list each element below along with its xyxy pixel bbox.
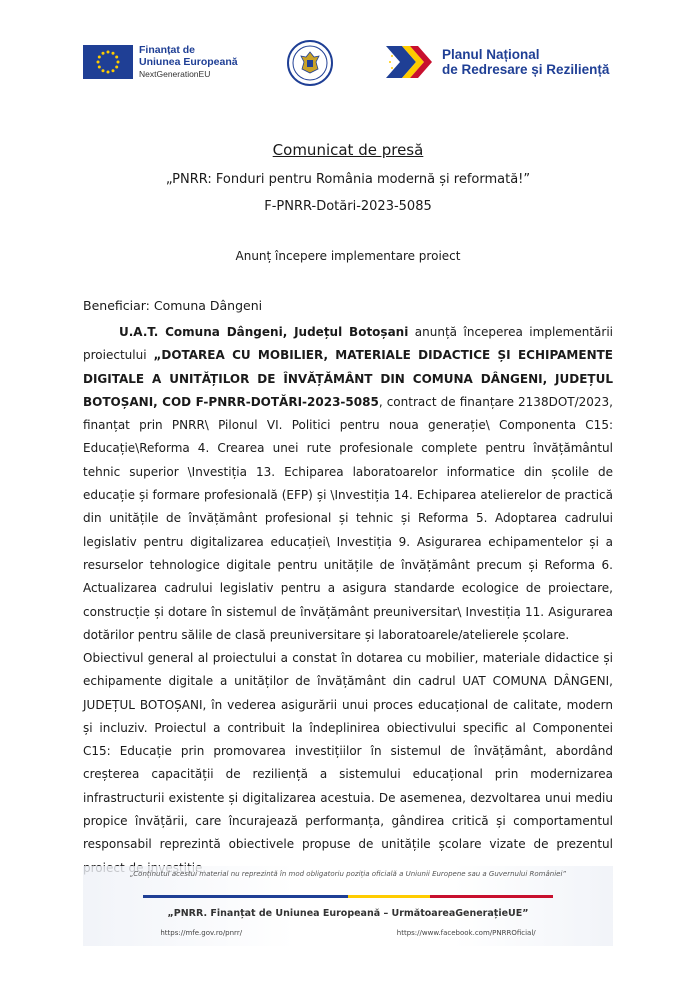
beneficiary-line: Beneficiar: Comuna Dângeni bbox=[83, 298, 263, 313]
eu-logo-line1: Finanțat de bbox=[139, 44, 196, 56]
pnrr-logo-line2: de Redresare și Reziliență bbox=[442, 62, 610, 77]
paragraph-objective: Obiectivul general al proiectului a constat în dotarea cu mobilier, materiale didactice și echipamente digitale a unităților de învățământ din cadrul UAT COMUNA DÂNGENI, JUDEȚUL BOTOȘANI, în vederea asigurării unui proces educațional de calitate, modern și incluziv. Proiectul a contribuit la îndeplinirea obiectivului specific al Componentei C15: Educație prin promovarea investițiilor în sistemul de învățământ, abordând creșterea capacității de reziliență a sistemului educațional prin modernizarea infrastructurii existente și digitalizarea acestuia. De asemenea, dezvoltarea unui mediu propice învățării, care încurajează performanța, gândirea critică și comportamentul responsabil reprezintă obiectivele propuse de unitățile școlare vizate de prezentul bbox=[83, 651, 613, 852]
document-title: Comunicat de presă bbox=[272, 141, 424, 159]
footer-color-bar bbox=[143, 895, 553, 898]
pnrr-logo-line1: Planul Național bbox=[442, 47, 540, 62]
paragraph-text: anunță începerea implementării proiectului bbox=[83, 325, 613, 363]
document-subtitle: „PNRR: Fonduri pentru România modernă și reformată!” bbox=[165, 172, 531, 187]
announcement-heading: Anunț începere implementare proiect bbox=[235, 249, 461, 263]
paragraph-project-start bbox=[83, 321, 613, 647]
eu-logo-line3: NextGenerationEU bbox=[139, 69, 211, 79]
paragraph-text: , contract de finanțare 2138DOT/2023, finanțat prin PNRR\ Pilonul VI. Politici pentru noua generație\ Componenta C15: Educație\Reforma 4. Crearea unei rute profesionale complete pentru învățământul tehnic superior \Investiția 13. Echiparea laboratoarelor informatice din școlile de educație și formare profesională (EFP) și \Investiția 14. Echiparea atelierelor de practică din unitățile de învățământ profesional și tehnic și Reforma 5. Adoptarea cadrului legislativ pentru digitalizarea educației\ Investiția 9. Asigurarea echipamentelor și a resurselor tehnologice digitale pentru unitățile de învățământ precum și Reforma 6. Actualizarea cadrului legislativ pentru a asigura standarde ecologice de proiectare, construcție și dotare în sistemul de învățământ preuniversitar\ Investiția 11. Asigurarea dotărilor pentru sălile de clasă preuniversitare și laboratoarele/atelierele școlare. bbox=[83, 394, 613, 642]
footer-links bbox=[83, 929, 613, 937]
eu-flag-icon bbox=[83, 45, 133, 79]
footer bbox=[83, 866, 613, 946]
pnrr-arrow-icon bbox=[386, 46, 432, 78]
project-name: „DOTAREA CU MOBILIER, MATERIALE DIDACTICE ȘI ECHIPAMENTE DIGITALE A UNITĂȚILOR DE ÎNVĂȚĂMÂNT DIN COMUNA DÂNGENI, JUDEȚUL BOTOȘANI, COD F-PNRR-DOTĂRI-2023-5085 bbox=[83, 348, 613, 409]
eu-funding-logo bbox=[83, 44, 238, 80]
uat-name: U.A.T. Comuna Dângeni, Județul Botoșani bbox=[119, 325, 409, 339]
coat-of-arms-icon bbox=[291, 44, 329, 82]
facebook-link[interactable]: https://www.facebook.com/PNRROficial/ bbox=[396, 929, 536, 937]
project-code: F-PNRR-Dotări-2023-5085 bbox=[264, 199, 432, 214]
mfe-link[interactable]: https://mfe.gov.ro/pnrr/ bbox=[160, 929, 243, 937]
header-logos bbox=[0, 40, 696, 88]
eu-logo-line2: Uniunea Europeană bbox=[139, 56, 238, 68]
pnrr-logo bbox=[386, 46, 609, 78]
footer-slogan: „PNRR. Finanțat de Uniunea Europeană – UrmătoareaGenerațieUE” bbox=[167, 908, 529, 919]
footer-disclaimer: „Conținutul acestui material nu reprezintă în mod obligatoriu poziția oficială a Uniunii Europene sau a Guvernului României” bbox=[129, 870, 567, 878]
romanian-government-seal bbox=[287, 40, 333, 86]
